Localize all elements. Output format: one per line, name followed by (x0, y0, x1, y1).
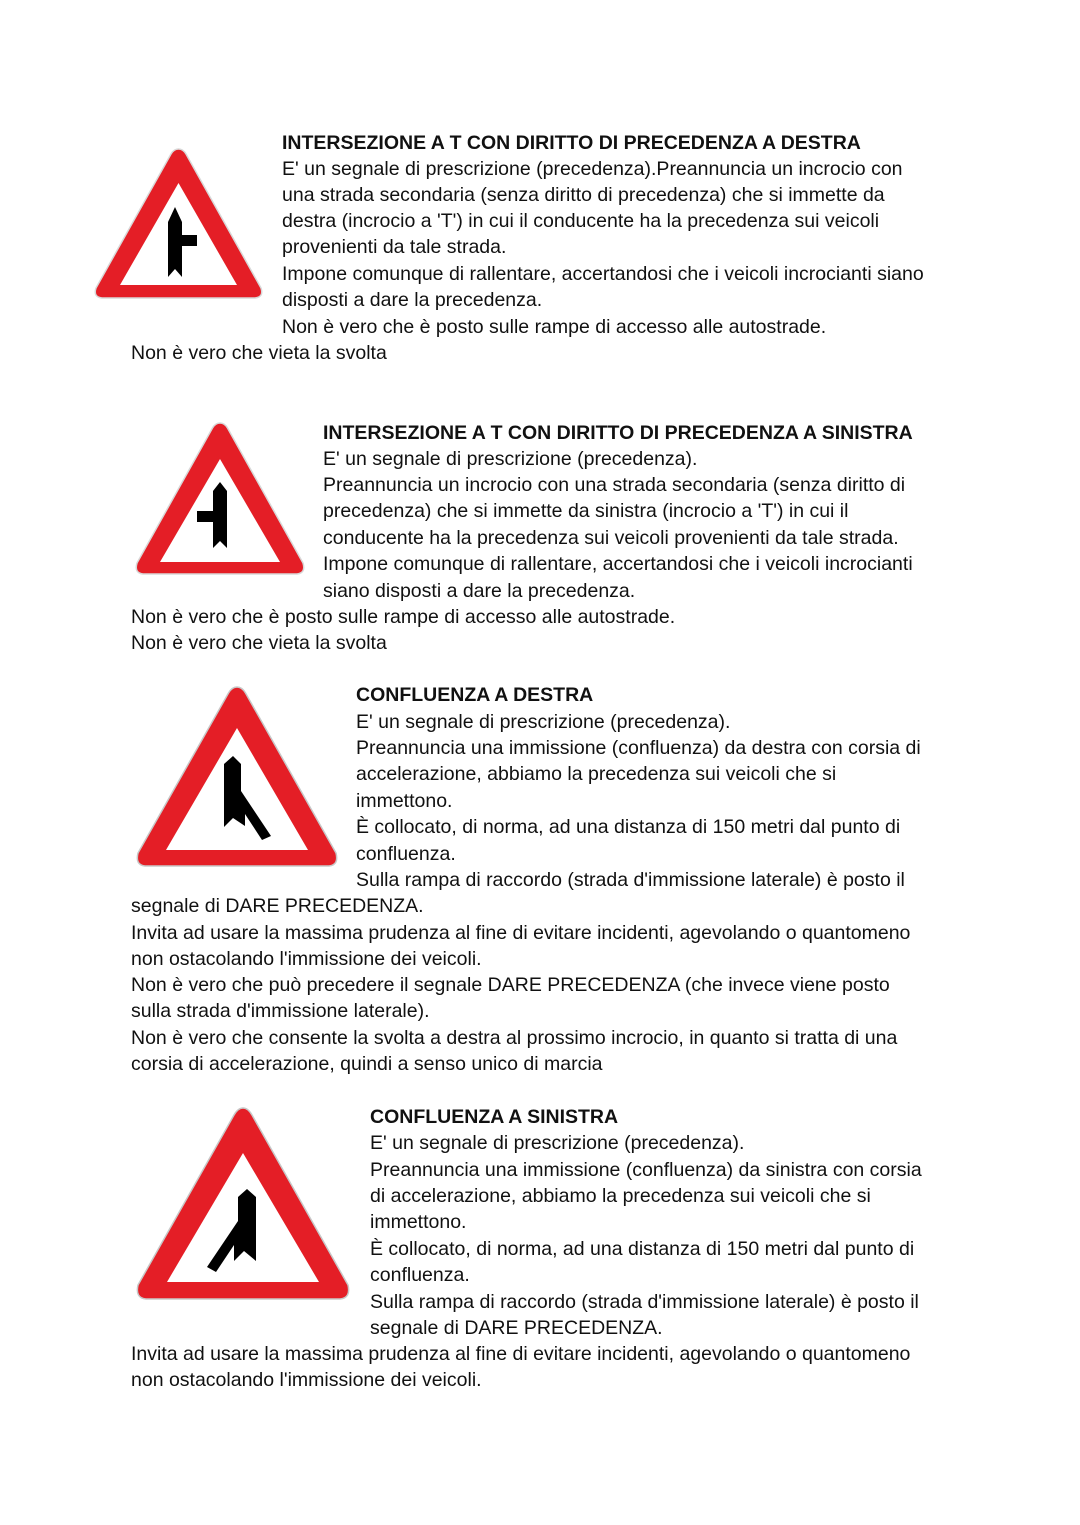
footer-line: Non è vero che è posto sulle rampe di accesso alle autostrade. (131, 606, 676, 628)
footer-line: Invita ad usare la massima prudenza al fine di evitare incidenti, agevolando o quantomeno (131, 1343, 911, 1365)
body-line: di accelerazione, abbiamo la precedenza sui veicoli che si (370, 1185, 871, 1207)
body-line: immettono. (356, 790, 453, 812)
body-line: una strada secondaria (senza diritto di precedenza) che si immette da (282, 184, 885, 206)
footer-line: non ostacolando l'immissione dei veicoli. (131, 1369, 482, 1391)
footer-line: Invita ad usare la massima prudenza al fine di evitare incidenti, agevolando o quantomeno (131, 922, 911, 944)
footer-line: Non è vero che vieta la svolta (131, 632, 387, 654)
footer-line: non ostacolando l'immissione dei veicoli. (131, 948, 482, 970)
footer-line: Non è vero che consente la svolta a destra al prossimo incrocio, in quanto si tratta di una (131, 1027, 898, 1049)
footer-line: sulla strada d'immissione laterale). (131, 1000, 430, 1022)
merge-right-sign-icon (132, 684, 342, 870)
body-line: È collocato, di norma, ad una distanza di 150 metri dal punto di (370, 1238, 915, 1260)
body-line: immettono. (370, 1211, 467, 1233)
t-intersection-left-priority-sign-icon (132, 420, 308, 578)
body-line: Impone comunque di rallentare, accertandosi che i veicoli incrocianti siano (282, 263, 924, 285)
body-line: Sulla rampa di raccordo (strada d'immissione laterale) è posto il (370, 1291, 919, 1313)
body-line: segnale di DARE PRECEDENZA. (370, 1317, 663, 1339)
body-line: Preannuncia una immissione (confluenza) da sinistra con corsia (370, 1159, 922, 1181)
body-line: È collocato, di norma, ad una distanza di 150 metri dal punto di (356, 816, 901, 838)
body-line: E' un segnale di prescrizione (precedenza). (323, 448, 698, 470)
t-intersection-right-priority-sign-icon (91, 145, 266, 302)
section-title: INTERSEZIONE A T CON DIRITTO DI PRECEDENZA A DESTRA (282, 132, 861, 154)
body-line: conducente ha la precedenza sui veicoli provenienti da tale strada. (323, 527, 899, 549)
body-line: E' un segnale di prescrizione (precedenza). (370, 1132, 745, 1154)
merge-left-sign-icon (132, 1105, 354, 1303)
body-line: Impone comunque di rallentare, accertandosi che i veicoli incrocianti (323, 553, 913, 575)
section-title: CONFLUENZA A SINISTRA (370, 1106, 619, 1128)
body-line: E' un segnale di prescrizione (precedenza). (356, 711, 731, 733)
footer-line: corsia di accelerazione, quindi a senso unico di marcia (131, 1053, 603, 1075)
body-line: Sulla rampa di raccordo (strada d'immissione laterale) è posto il (356, 869, 905, 891)
body-line: Non è vero che è posto sulle rampe di accesso alle autostrade. (282, 316, 827, 338)
section-title: INTERSEZIONE A T CON DIRITTO DI PRECEDENZA A SINISTRA (323, 422, 913, 444)
footer-line: segnale di DARE PRECEDENZA. (131, 895, 424, 917)
body-line: confluenza. (356, 843, 456, 865)
footer-line: Non è vero che vieta la svolta (131, 342, 387, 364)
body-line: Preannuncia una immissione (confluenza) da destra con corsia di (356, 737, 921, 759)
body-line: siano disposti a dare la precedenza. (323, 580, 636, 602)
section-title: CONFLUENZA A DESTRA (356, 684, 594, 706)
body-line: disposti a dare la precedenza. (282, 289, 543, 311)
body-line: accelerazione, abbiamo la precedenza sui veicoli che si (356, 763, 837, 785)
body-line: destra (incrocio a 'T') in cui il conducente ha la precedenza sui veicoli (282, 210, 880, 232)
footer-line: Non è vero che può precedere il segnale DARE PRECEDENZA (che invece viene posto (131, 974, 890, 996)
body-line: Preannuncia un incrocio con una strada secondaria (senza diritto di (323, 474, 906, 496)
body-line: E' un segnale di prescrizione (precedenza).Preannuncia un incrocio con (282, 158, 903, 180)
body-line: precedenza) che si immette da sinistra (incrocio a 'T') in cui il (323, 500, 849, 522)
body-line: confluenza. (370, 1264, 470, 1286)
body-line: provenienti da tale strada. (282, 236, 507, 258)
